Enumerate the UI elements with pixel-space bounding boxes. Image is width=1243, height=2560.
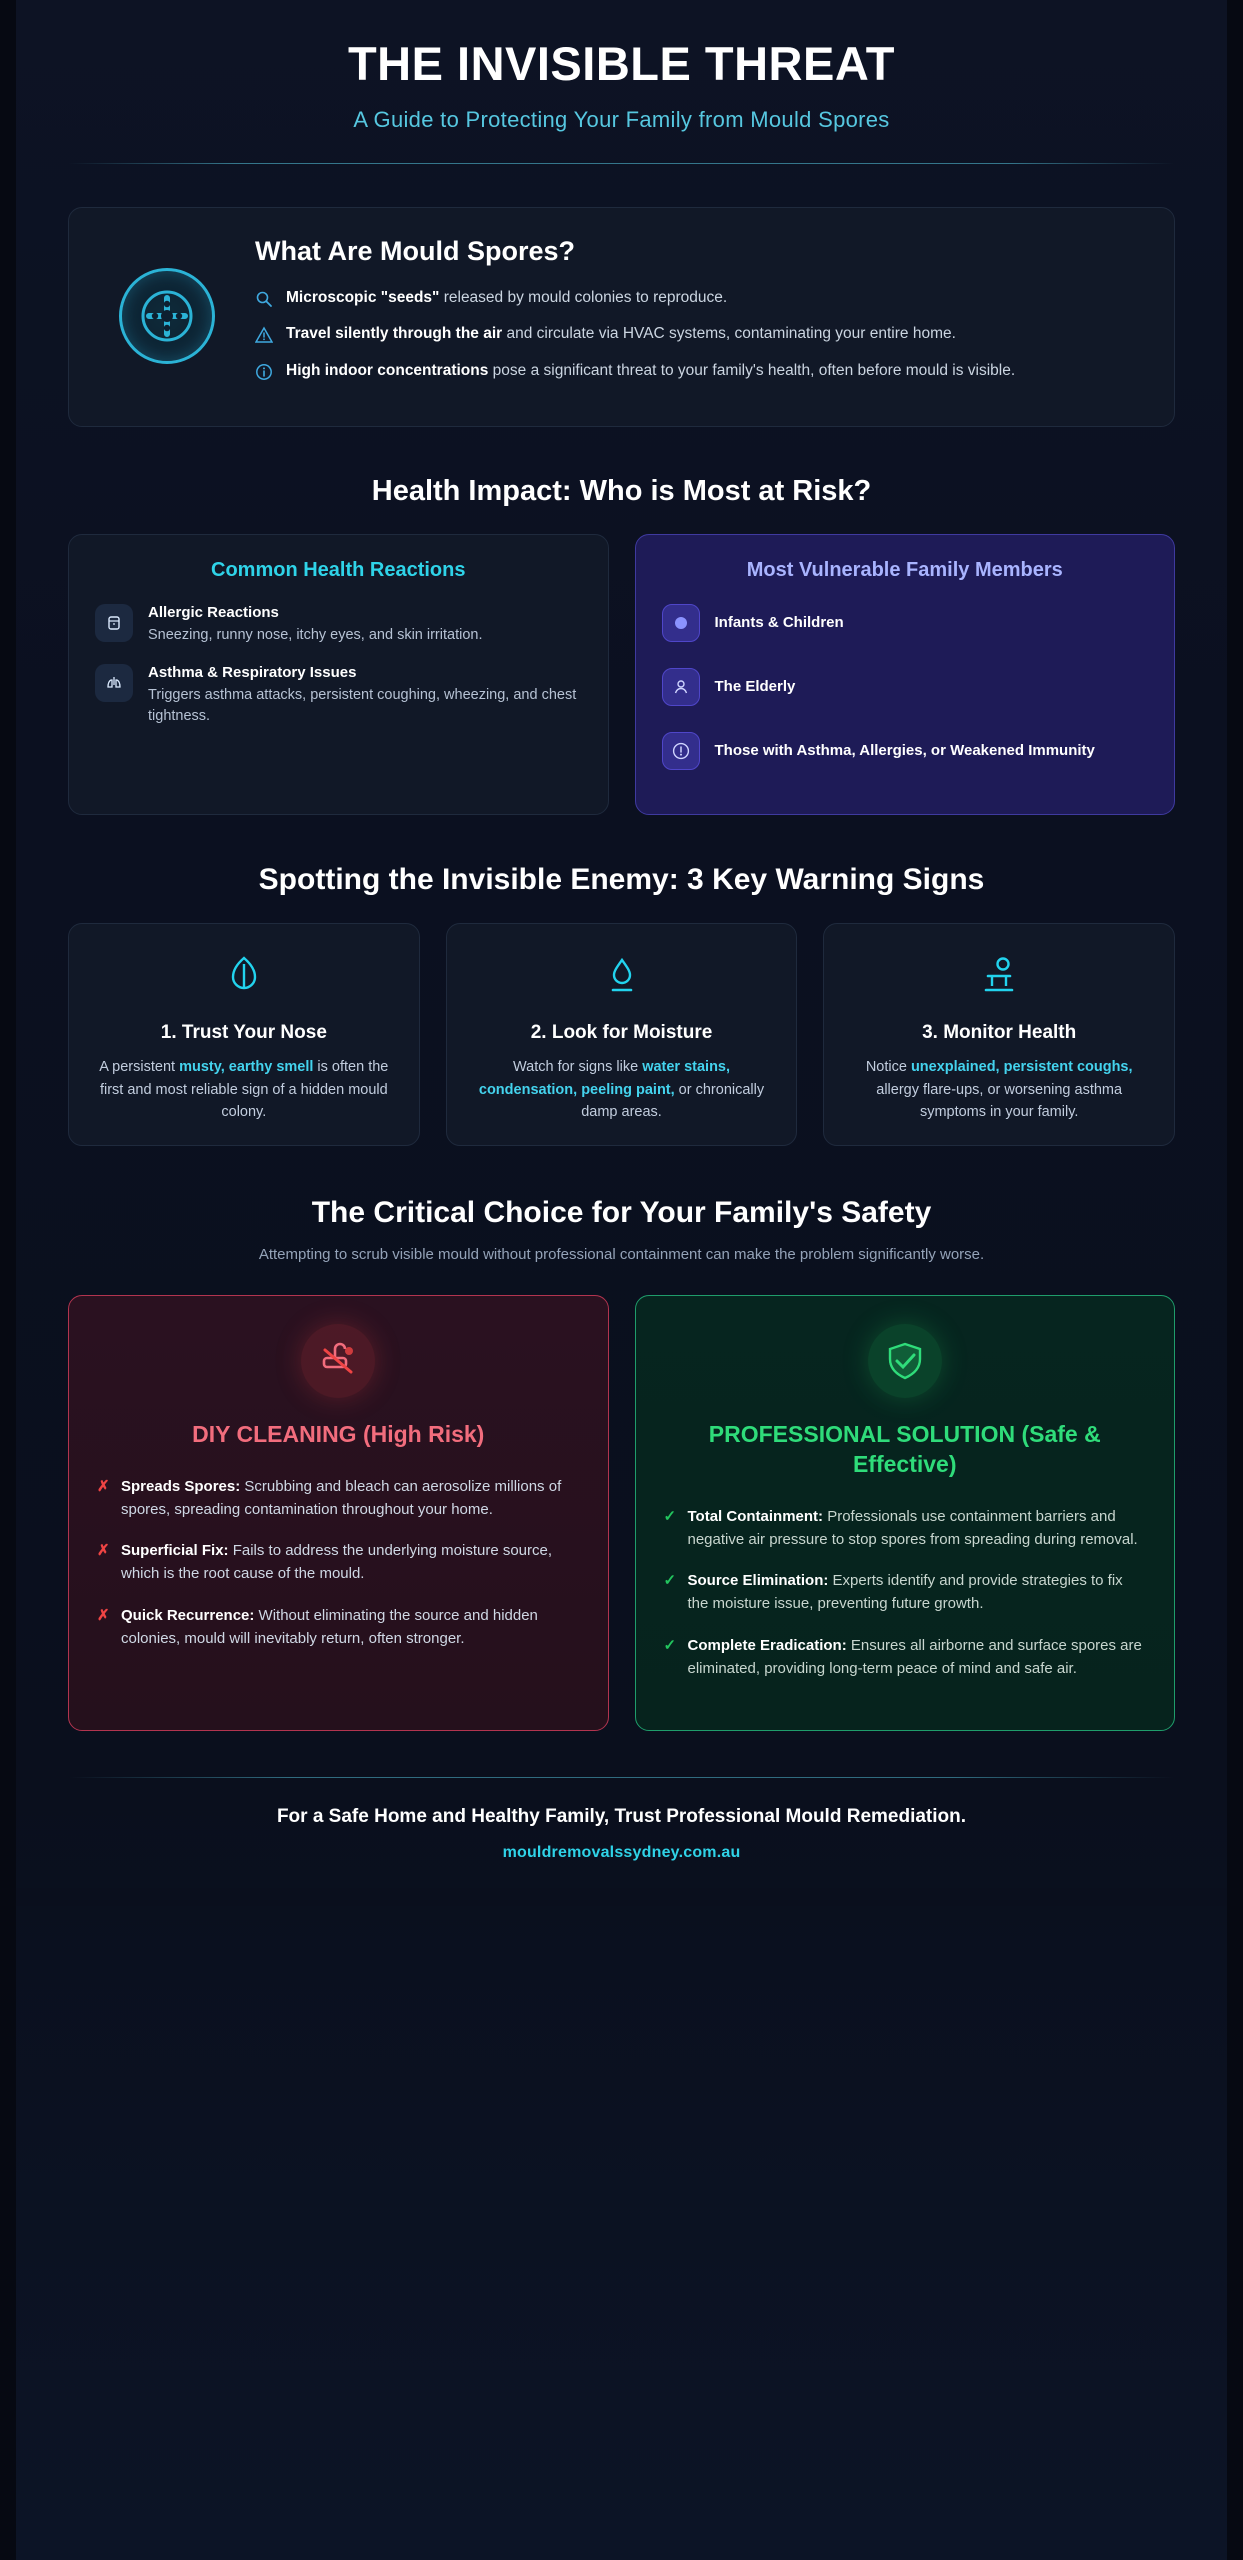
reaction-title: Allergic Reactions [148, 604, 279, 622]
page-title: THE INVISIBLE THREAT [347, 37, 896, 90]
baby-icon [662, 604, 700, 642]
common-reactions-title: Common Health Reactions [211, 559, 466, 582]
vulnerable-title: Infants & Children [714, 613, 844, 631]
infographic-page [16, 0, 1227, 2560]
cross-icon: ✗ [97, 1542, 110, 1560]
check-icon: ✓ [663, 1507, 677, 1525]
vulnerable-row [662, 732, 1149, 770]
footer-tagline: For a Safe Home and Healthy Family, Trust Professional Mould Remediation. [276, 1805, 967, 1827]
about-bullet-text: High indoor concentrations pose a significant threat to your family's health, often before mould is visible. [286, 361, 1016, 379]
reaction-row [95, 664, 582, 727]
reaction-desc: Triggers asthma attacks, persistent coughing, wheezing, and chest tightness. [148, 687, 577, 725]
diy-item: ✗ Superficial Fix: Fails to address the underlying moisture source, which is the root cause of the mould. [97, 1542, 553, 1583]
diy-cleaning-card [68, 1295, 609, 1731]
vulnerable-row [662, 604, 1149, 642]
cross-icon: ✗ [97, 1607, 110, 1625]
about-bullet [255, 323, 1144, 345]
no-scrub-icon [301, 1324, 375, 1398]
about-card [68, 207, 1175, 427]
vulnerable-title: The Elderly [714, 677, 796, 695]
page-header [16, 0, 1227, 164]
sign-desc: Notice unexplained, persistent coughs, allergy flare-ups, or worsening asthma symptoms in your family. [865, 1059, 1133, 1120]
reaction-title: Asthma & Respiratory Issues [148, 664, 357, 682]
sign-card-moisture [446, 923, 798, 1146]
shield-check-icon [868, 1324, 942, 1398]
signs-heading: Spotting the Invisible Enemy: 3 Key Warning Signs [258, 863, 985, 897]
cross-icon: ✗ [97, 1477, 110, 1495]
professional-solution-card [635, 1295, 1176, 1731]
header-divider [69, 163, 1174, 164]
about-heading: What Are Mould Spores? [255, 235, 576, 266]
about-bullet [255, 287, 1144, 309]
sign-desc: A persistent musty, earthy smell is often the first and most reliable sign of a hidden mould colony. [99, 1059, 389, 1120]
sign-title: 2. Look for Moisture [530, 1022, 713, 1044]
sign-desc: Watch for signs like water stains, condensation, peeling paint, or chronically damp areas. [478, 1059, 765, 1120]
vulnerable-members-title: Most Vulnerable Family Members [746, 559, 1063, 582]
about-bullet-text: Travel silently through the air and circulate via HVAC systems, contaminating your entire home. [286, 325, 956, 343]
about-bullet-text: Microscopic "seeds" released by mould colonies to reproduce. [286, 288, 728, 306]
choice-heading: The Critical Choice for Your Family's Safety [311, 1196, 932, 1230]
sign-title: 3. Monitor Health [922, 1022, 1077, 1044]
sign-card-health [823, 923, 1175, 1146]
health-heading: Health Impact: Who is Most at Risk? [371, 475, 872, 508]
lungs-icon [95, 664, 133, 702]
sign-title: 1. Trust Your Nose [160, 1022, 327, 1044]
footer-website-link[interactable]: mouldremovalssydney.com.au [502, 1843, 741, 1861]
check-icon: ✓ [663, 1572, 677, 1590]
check-icon: ✓ [663, 1636, 677, 1654]
common-reactions-card [68, 534, 609, 815]
magnifier-icon [255, 290, 273, 308]
about-bullet [255, 360, 1144, 382]
warning-triangle-icon [255, 326, 273, 344]
page-footer [16, 1778, 1227, 1888]
diy-title: DIY CLEANING (High Risk) [192, 1420, 485, 1447]
sneeze-icon [95, 604, 133, 642]
pro-item: ✓ Total Containment: Professionals use containment barriers and negative air pressure to stop spores from spreading during removal. [663, 1507, 1138, 1548]
reaction-row [95, 604, 582, 646]
health-monitor-icon [844, 952, 1154, 1000]
info-circle-icon [255, 363, 273, 381]
vulnerable-members-card [635, 534, 1176, 815]
diy-item: ✗ Quick Recurrence: Without eliminating the source and hidden colonies, mould will inevitably return, often stronger. [97, 1607, 538, 1647]
diy-item: ✗ Spreads Spores: Scrubbing and bleach can aerosolize millions of spores, spreading contamination throughout your home. [97, 1477, 562, 1518]
footer-bottom-bar [16, 1888, 1227, 1906]
pro-item: ✓ Source Elimination: Experts identify and provide strategies to fix the moisture issue, preventing future growth. [663, 1572, 1123, 1613]
nose-icon [89, 952, 399, 1000]
page-subtitle: A Guide to Protecting Your Family from Mould Spores [353, 106, 890, 132]
vulnerable-title: Those with Asthma, Allergies, or Weakened Immunity [714, 741, 1095, 759]
alert-circle-icon [662, 732, 700, 770]
sign-card-nose [68, 923, 420, 1146]
pro-title: PROFESSIONAL SOLUTION (Safe & Effective) [708, 1420, 1101, 1477]
elderly-icon [662, 668, 700, 706]
water-drop-icon [467, 952, 777, 1000]
reaction-desc: Sneezing, runny nose, itchy eyes, and skin irritation. [148, 627, 483, 644]
pro-item: ✓ Complete Eradication: Ensures all airborne and surface spores are eliminated, providing long-term peace of mind and safe air. [663, 1636, 1142, 1677]
vulnerable-row [662, 668, 1149, 706]
choice-subheading: Attempting to scrub visible mould without professional containment can make the problem significantly worse. [258, 1246, 985, 1264]
mould-logo-icon [119, 268, 215, 364]
